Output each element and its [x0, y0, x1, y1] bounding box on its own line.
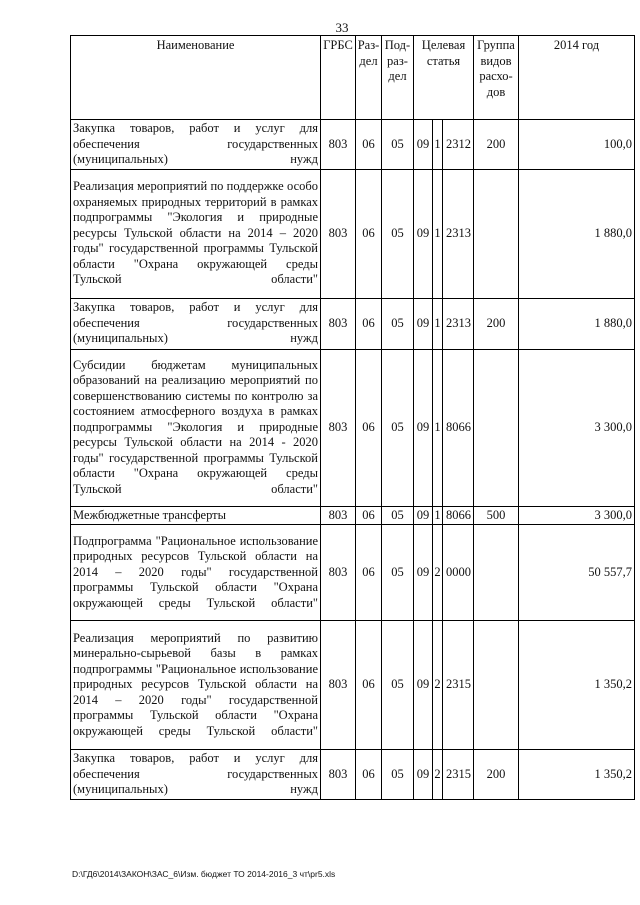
row-target-program-cell: 09 — [414, 298, 433, 349]
table-row — [71, 621, 635, 750]
row-razdel-cell: 06 — [356, 298, 382, 349]
row-grbs-cell: 803 — [321, 525, 356, 621]
row-podrazdel-cell: 05 — [382, 169, 414, 298]
row-target-code-cell: 2315 — [443, 750, 474, 800]
row-razdel-cell: 06 — [356, 349, 382, 506]
header-year-2014: 2014 год — [519, 36, 635, 120]
row-podrazdel-cell: 05 — [382, 525, 414, 621]
row-podrazdel-cell: 05 — [382, 621, 414, 750]
row-target-subprogram-cell: 2 — [433, 525, 443, 621]
row-name-cell: Закупка товаров, работ и услуг для обеспечения государственных (муниципальных) нужд — [71, 750, 321, 800]
row-target-program-cell: 09 — [414, 169, 433, 298]
row-grbs-cell: 803 — [321, 750, 356, 800]
row-grbs-cell: 803 — [321, 120, 356, 170]
row-target-code-cell: 0000 — [443, 525, 474, 621]
row-target-subprogram-cell: 1 — [433, 349, 443, 506]
row-target-subprogram-cell: 1 — [433, 120, 443, 170]
row-podrazdel-cell: 05 — [382, 120, 414, 170]
row-podrazdel-cell: 05 — [382, 349, 414, 506]
header-target-article: Целевая статья — [414, 36, 474, 120]
row-razdel-cell: 06 — [356, 621, 382, 750]
row-target-program-cell: 09 — [414, 621, 433, 750]
row-amount-cell: 1 350,2 — [519, 621, 635, 750]
row-target-code-cell: 2313 — [443, 169, 474, 298]
header-name: Наименование — [71, 36, 321, 120]
row-grbs-cell: 803 — [321, 506, 356, 525]
row-podrazdel-cell: 05 — [382, 298, 414, 349]
row-name-cell: Закупка товаров, работ и услуг для обеспечения государственных (муниципальных) нужд — [71, 120, 321, 170]
row-podrazdel-cell: 05 — [382, 750, 414, 800]
row-target-program-cell: 09 — [414, 525, 433, 621]
row-target-subprogram-cell: 2 — [433, 621, 443, 750]
table-row — [71, 750, 635, 800]
row-target-program-cell: 09 — [414, 506, 433, 525]
table-row — [71, 506, 635, 525]
row-name-cell: Реализация мероприятий по развитию минерально-сырьевой базы в рамках подпрограммы "Рациональное использование природных ресурсов Тульской области на 2014 – 2020 годы" государственной программы Тульской области "Охрана окружающей среды Тульской области" — [71, 621, 321, 750]
row-target-code-cell: 2315 — [443, 621, 474, 750]
row-name-cell: Подпрограмма "Рациональное использование природных ресурсов Тульской области на 2014 – 2020 годы" государственной программы Тульской области "Охрана окружающей среды Тульской области" — [71, 525, 321, 621]
row-name-cell: Субсидии бюджетам муниципальных образований на реализацию мероприятий по совершенствованию системы по контролю за состоянием атмосферного воздуха в рамках подпрограммы "Экология и природные ресурсы Тульской области на 2014 - 2020 годы" государственной программы Тульской области "Охрана окружающей среды Тульской области" — [71, 349, 321, 506]
row-expense-group-cell — [474, 621, 519, 750]
table-row — [71, 525, 635, 621]
row-target-program-cell: 09 — [414, 349, 433, 506]
row-target-code-cell: 2313 — [443, 298, 474, 349]
row-grbs-cell: 803 — [321, 621, 356, 750]
row-amount-cell: 3 300,0 — [519, 349, 635, 506]
table-row — [71, 298, 635, 349]
table-row — [71, 169, 635, 298]
row-grbs-cell: 803 — [321, 349, 356, 506]
header-grbs: ГРБС — [321, 36, 356, 120]
row-name-cell: Закупка товаров, работ и услуг для обеспечения государственных (муниципальных) нужд — [71, 298, 321, 349]
row-razdel-cell: 06 — [356, 120, 382, 170]
row-expense-group-cell: 200 — [474, 298, 519, 349]
row-razdel-cell: 06 — [356, 525, 382, 621]
row-target-program-cell: 09 — [414, 120, 433, 170]
row-target-subprogram-cell: 2 — [433, 750, 443, 800]
row-razdel-cell: 06 — [356, 506, 382, 525]
header-podrazdel: Под- раз- дел — [382, 36, 414, 120]
row-razdel-cell: 06 — [356, 169, 382, 298]
row-target-subprogram-cell: 1 — [433, 298, 443, 349]
row-target-code-cell: 2312 — [443, 120, 474, 170]
row-amount-cell: 100,0 — [519, 120, 635, 170]
row-expense-group-cell: 200 — [474, 120, 519, 170]
table-row — [71, 120, 635, 170]
row-expense-group-cell — [474, 525, 519, 621]
row-amount-cell: 1 880,0 — [519, 169, 635, 298]
row-expense-group-cell — [474, 169, 519, 298]
row-amount-cell: 1 350,2 — [519, 750, 635, 800]
row-target-code-cell: 8066 — [443, 506, 474, 525]
table-row — [71, 349, 635, 506]
row-amount-cell: 1 880,0 — [519, 298, 635, 349]
row-amount-cell: 50 557,7 — [519, 525, 635, 621]
row-expense-group-cell: 200 — [474, 750, 519, 800]
budget-table — [70, 35, 635, 800]
header-row — [71, 36, 635, 120]
row-grbs-cell: 803 — [321, 169, 356, 298]
row-target-subprogram-cell: 1 — [433, 506, 443, 525]
header-expense-group: Группа видов расхо- дов — [474, 36, 519, 120]
row-amount-cell: 3 300,0 — [519, 506, 635, 525]
page-number: 33 — [335, 20, 349, 35]
row-podrazdel-cell: 05 — [382, 506, 414, 525]
row-grbs-cell: 803 — [321, 298, 356, 349]
header-razdel: Раз- дел — [356, 36, 382, 120]
row-razdel-cell: 06 — [356, 750, 382, 800]
row-target-program-cell: 09 — [414, 750, 433, 800]
row-target-code-cell: 8066 — [443, 349, 474, 506]
footer-file-path: D:\ГД6\2014\ЗАКОН\ЗАС_6\Изм. бюджет ТО 2014-2016_3 чт\pr5.xls — [72, 869, 336, 879]
row-name-cell: Реализация мероприятий по поддержке особо охраняемых природных территорий в рамках подпрограммы "Экология и природные ресурсы Тульской области на 2014 – 2020 годы" государственной программы Тульской области "Охрана окружающей среды Тульской области" — [71, 169, 321, 298]
row-expense-group-cell: 500 — [474, 506, 519, 525]
row-name-cell: Межбюджетные трансферты — [71, 506, 321, 525]
row-target-subprogram-cell: 1 — [433, 169, 443, 298]
row-expense-group-cell — [474, 349, 519, 506]
